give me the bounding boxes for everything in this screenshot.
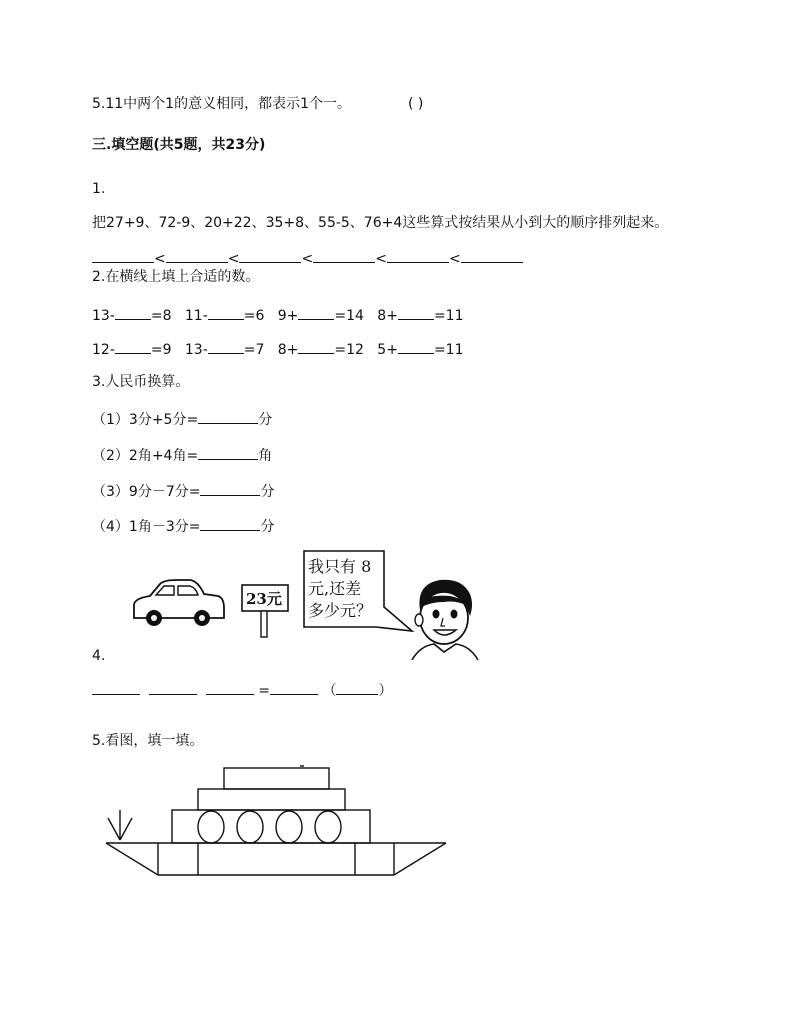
answer-blank[interactable] xyxy=(200,481,260,496)
answer-blank[interactable] xyxy=(270,680,318,695)
q4-equation-blanks: = （ ） xyxy=(92,680,392,700)
q3-item-4: （4）1角－3分= 分 xyxy=(92,516,274,536)
answer-blank[interactable] xyxy=(313,248,375,263)
q2-row-1: 13- =8 11- =6 9+ =14 8+ =11 xyxy=(92,305,463,324)
less-than-sign: < xyxy=(227,251,240,267)
unit-blank[interactable] xyxy=(336,680,378,695)
answer-blank[interactable] xyxy=(298,305,334,320)
less-than-sign: < xyxy=(154,251,166,267)
price-label: 23元 xyxy=(246,590,282,608)
less-than-sign: < xyxy=(448,251,461,267)
answer-blank[interactable] xyxy=(149,680,197,695)
section-title: 三.填空题(共5题，共23分) xyxy=(92,137,266,153)
less-than-sign: < xyxy=(375,251,387,267)
ship-figure xyxy=(100,760,452,878)
q2-title: 2.在横线上填上合适的数。 xyxy=(92,269,260,285)
answer-blank[interactable] xyxy=(92,680,140,695)
boy-illustration xyxy=(410,576,480,660)
answer-blank[interactable] xyxy=(398,305,434,320)
q1-ordering-blanks xyxy=(92,248,523,267)
answer-blank[interactable] xyxy=(461,248,523,263)
car-illustration xyxy=(130,578,226,630)
answer-blank[interactable] xyxy=(92,248,154,263)
q1-prompt: 把27+9、72-9、20+22、35+8、55-5、76+4这些算式按结果从小到大的顺序排列起来。 xyxy=(92,215,669,231)
less-than-sign: < xyxy=(301,251,314,267)
answer-blank[interactable] xyxy=(115,305,151,320)
answer-blank[interactable] xyxy=(387,248,449,263)
answer-blank[interactable] xyxy=(239,248,301,263)
answer-blank[interactable] xyxy=(198,445,258,460)
q1-number: 1. xyxy=(92,181,106,197)
answer-blank[interactable] xyxy=(206,680,254,695)
judgement-text: 5.11中两个1的意义相同，都表示1个一。 xyxy=(92,96,351,112)
answer-blank[interactable] xyxy=(208,339,244,354)
q3-item-3: （3）9分－7分= 分 xyxy=(92,481,274,501)
answer-blank[interactable] xyxy=(166,248,228,263)
q5-title: 5.看图，填一填。 xyxy=(92,733,204,749)
answer-blank[interactable] xyxy=(200,516,260,531)
q3-item-1: （1）3分+5分= 分 xyxy=(92,409,272,429)
answer-blank[interactable] xyxy=(208,305,244,320)
answer-blank[interactable] xyxy=(298,339,334,354)
answer-blank[interactable] xyxy=(398,339,434,354)
q4-number: 4. xyxy=(92,648,106,664)
q2-row-2: 12- =9 13- =7 8+ =12 5+ =11 xyxy=(92,339,463,358)
speech-text: 我只有 8 元,还差 多少元？ xyxy=(308,557,373,620)
answer-blank[interactable] xyxy=(115,339,151,354)
q3-item-2: （2）2角+4角= 角 xyxy=(92,445,272,465)
q3-title: 3.人民币换算。 xyxy=(92,374,190,390)
judgement-question-5 xyxy=(92,95,351,113)
answer-bracket[interactable]: ( ) xyxy=(408,96,424,112)
answer-blank[interactable] xyxy=(198,409,258,424)
